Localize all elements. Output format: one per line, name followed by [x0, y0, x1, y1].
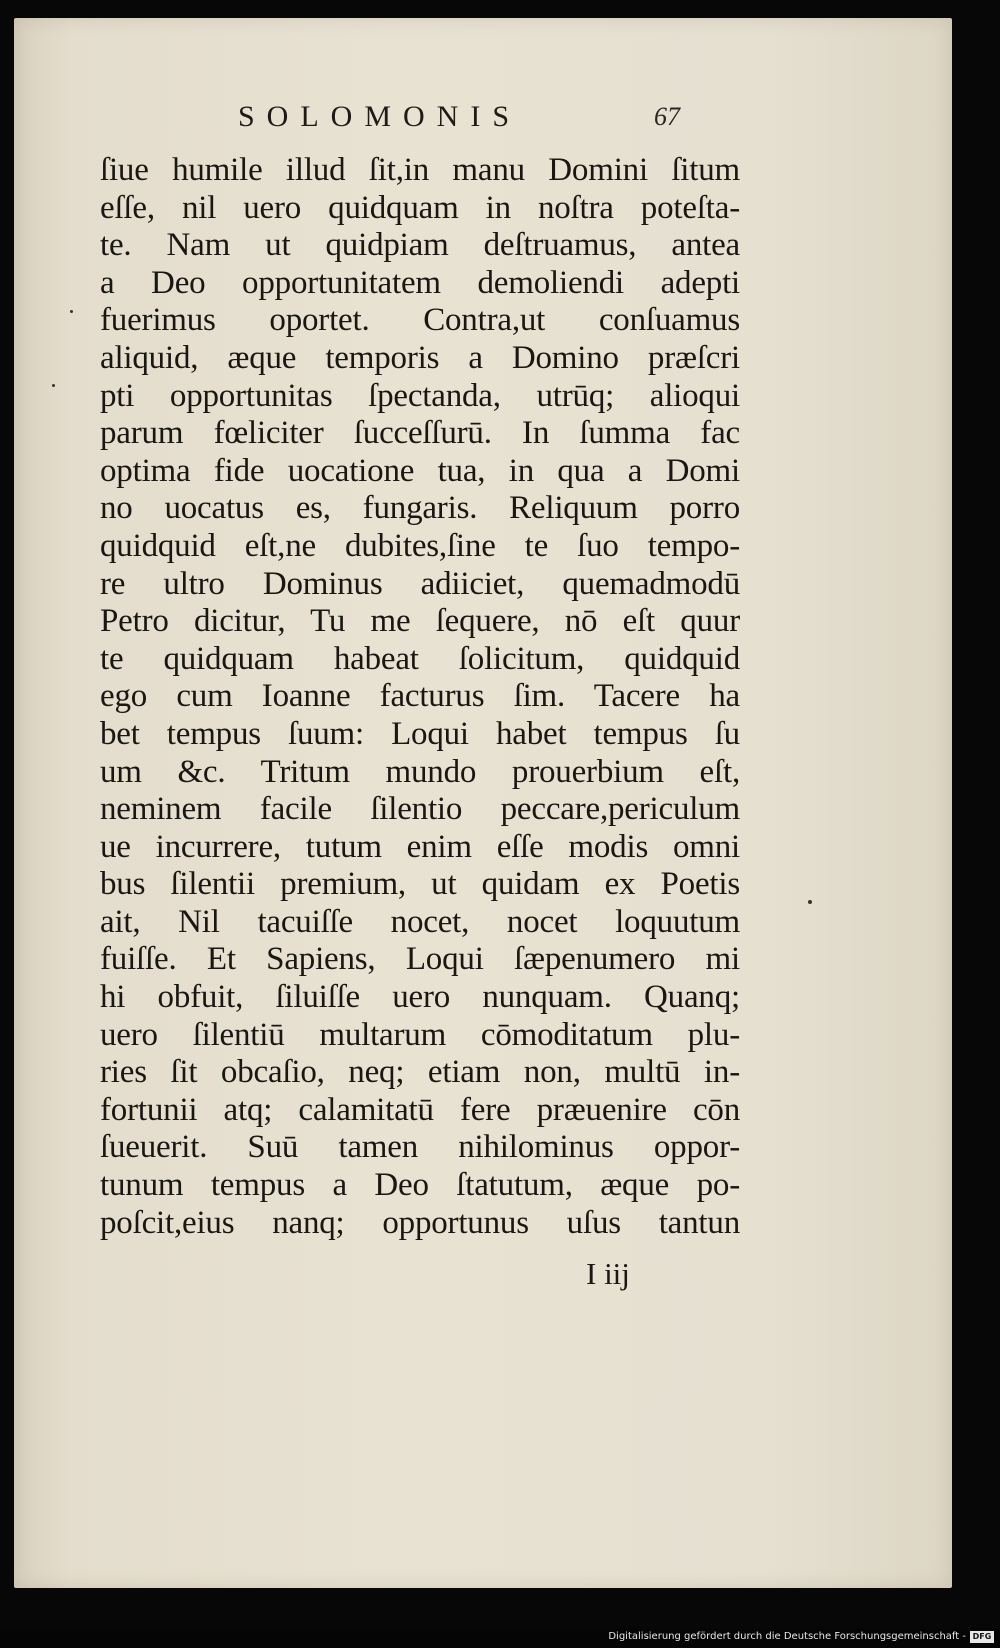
text-line: bet tempus ſuum: Loqui habet tempus ſu	[100, 715, 740, 752]
text-line: poſcit,eius nanq; opportunus uſus tantun	[100, 1204, 740, 1241]
text-line: fortunii atq; calamitatū fere præuenire cōn	[100, 1091, 740, 1128]
book-page	[14, 18, 952, 1588]
text-line: parum fœliciter ſucceſſurū. In ſumma fac	[100, 415, 740, 452]
text-line: no uocatus es, fungaris. Reliquum porro	[100, 490, 740, 527]
text-line: hi obfuit, ſiluiſſe uero nunquam. Quanq;	[100, 979, 740, 1016]
text-line: ait, Nil tacuiſſe nocet, nocet loquutum	[100, 903, 740, 940]
text-line: uero ſilentiū multarum cōmoditatum plu-	[100, 1016, 740, 1053]
text-line: Petro dicitur, Tu me ſequere, nō eſt quur	[100, 603, 740, 640]
ink-speck	[808, 900, 812, 904]
running-head: SOLOMONIS	[238, 100, 522, 133]
page-number: 67	[654, 102, 680, 131]
text-line: ries ſit obcaſio, neq; etiam non, multū in-	[100, 1054, 740, 1091]
text-line: ſueuerit. Suū tamen nihilominus oppor-	[100, 1129, 740, 1166]
text-line: quidquid eſt,ne dubites,ſine te ſuo tempo-	[100, 527, 740, 564]
ink-speck	[70, 310, 73, 313]
text-line: neminem facile ſilentio peccare,periculum	[100, 791, 740, 828]
text-line: fuiſſe. Et Sapiens, Loqui ſæpenumero mi	[100, 941, 740, 978]
text-line: ſiue humile illud ſit,in manu Domini ſitum	[100, 152, 740, 188]
text-line: pti opportunitas ſpectanda, utrūq; alioqui	[100, 377, 740, 414]
text-line: te. Nam ut quidpiam deſtruamus, antea	[100, 227, 740, 264]
ink-speck	[52, 384, 55, 387]
text-line: ego cum Ioanne facturus ſim. Tacere ha	[100, 678, 740, 715]
text-line: optima fide uocatione tua, in qua a Domi	[100, 452, 740, 489]
text-line: um &c. Tritum mundo prouerbium eſt,	[100, 753, 740, 790]
text-line: te quidquam habeat ſolicitum, quidquid	[100, 640, 740, 677]
text-line: aliquid, æque temporis a Domino præſcri	[100, 339, 740, 376]
signature-mark: I iij	[586, 1256, 630, 1291]
text-line: eſſe, nil uero quidquam in noſtra poteſta-	[100, 189, 740, 226]
footer-credit: Digitalisierung gefördert durch die Deutsche Forschungsgemeinschaft -	[608, 1631, 966, 1642]
body-text	[100, 152, 740, 1242]
text-line: re ultro Dominus adiiciet, quemadmodū	[100, 565, 740, 602]
text-line: ue incurrere, tutum enim eſſe modis omni	[100, 828, 740, 865]
text-line: a Deo opportunitatem demoliendi adepti	[100, 264, 740, 301]
dfg-logo: DFG	[970, 1631, 994, 1643]
text-line: bus ſilentii premium, ut quidam ex Poetis	[100, 866, 740, 903]
text-line: tunum tempus a Deo ſtatutum, æque po-	[100, 1167, 740, 1204]
text-line: fuerimus oportet. Contra,ut conſuamus	[100, 302, 740, 339]
